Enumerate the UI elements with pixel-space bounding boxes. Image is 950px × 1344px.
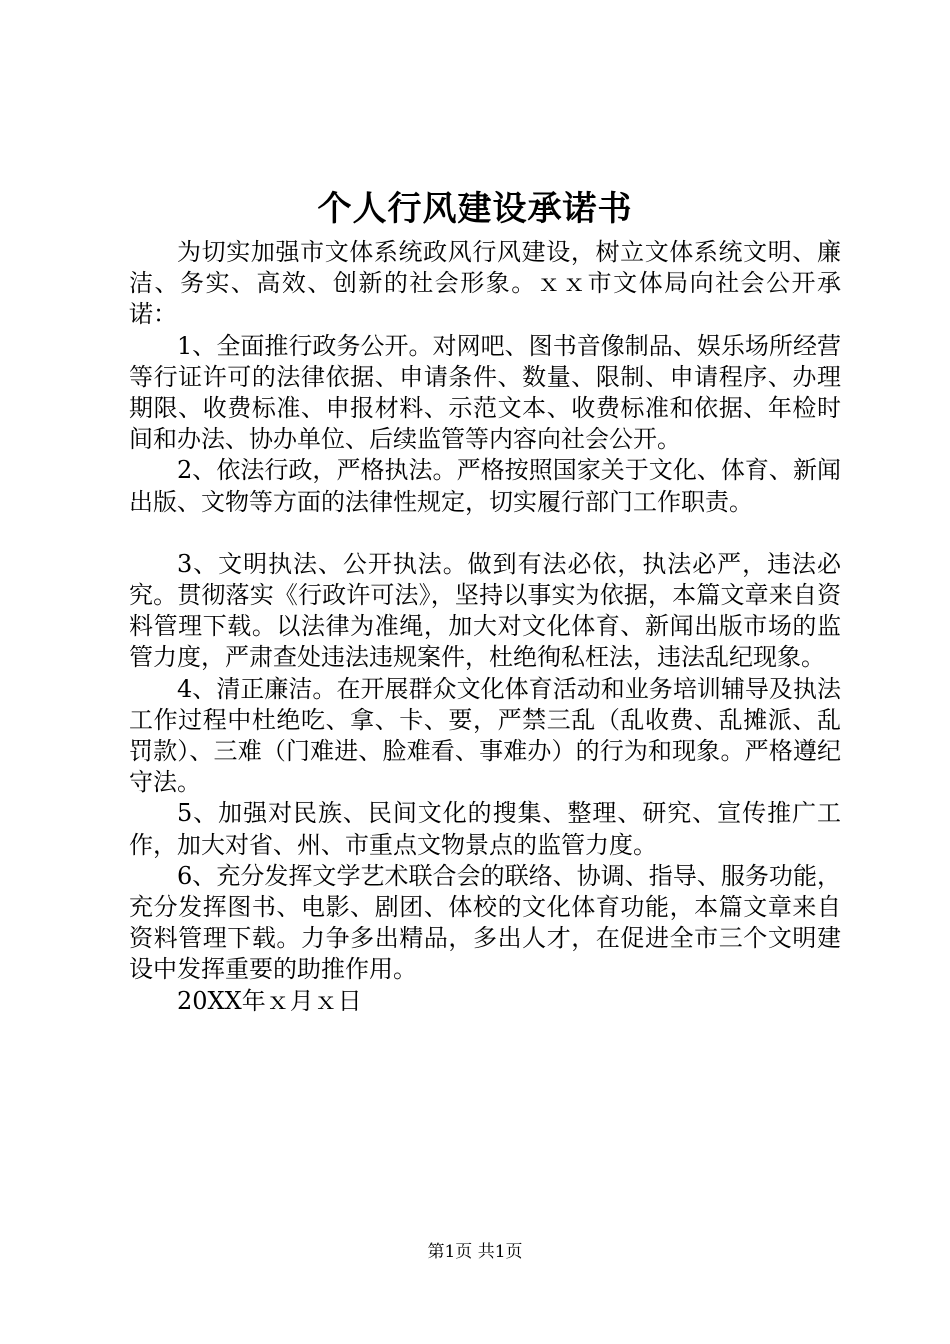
intro-paragraph: 为切实加强市文体系统政风行风建设，树立文体系统文明、廉洁、务实、高效、创新的社会形象。ｘｘ市文体局向社会公开承诺： (129, 238, 841, 329)
page-footer: 第1页 共1页 (427, 1242, 523, 1262)
commitment-paragraph-2: 2、依法行政，严格执法。严格按照国家关于文化、体育、新闻出版、文物等方面的法律性规定，切实履行部门工作职责。 (129, 456, 841, 516)
commitment-paragraph-3: 3、文明执法、公开执法。做到有法必依，执法必严，违法必究。贯彻落实《行政许可法》，坚持以事实为依据，本篇文章来自资料管理下载。以法律为准绳，加大对文化体育、新闻出版市场的监管力度，严肃查处违法违规案件，杜绝徇私枉法，违法乱纪现象。 (129, 549, 841, 672)
commitment-paragraph-5: 5、加强对民族、民间文化的搜集、整理、研究、宣传推广工作，加大对省、州、市重点文物景点的监管力度。 (129, 799, 841, 859)
commitment-paragraph-1: 1、全面推行政务公开。对网吧、图书音像制品、娱乐场所经营等行证许可的法律依据、申请条件、数量、限制、申请程序、办理期限、收费标准、申报材料、示范文本、收费标准和依据、年检时间和办法、协办单位、后续监管等内容向社会公开。 (129, 331, 841, 454)
commitment-paragraph-4: 4、清正廉洁。在开展群众文化体育活动和业务培训辅导及执法工作过程中杜绝吃、拿、卡、要，严禁三乱（乱收费、乱摊派、乱罚款）、三难（门难进、脸难看、事难办）的行为和现象。严格遵纪守法。 (129, 674, 841, 797)
document-title: 个人行风建设承诺书 (317, 189, 633, 229)
document-body (129, 237, 841, 1017)
commitment-paragraph-6: 6、充分发挥文学艺术联合会的联络、协调、指导、服务功能，充分发挥图书、电影、剧团、体校的文化体育功能，本篇文章来自资料管理下载。力争多出精品，多出人才，在促进全市三个文明建设中发挥重要的助推作用。 (129, 861, 841, 984)
document-date: 20XX年ｘ月ｘ日 (177, 986, 362, 1015)
